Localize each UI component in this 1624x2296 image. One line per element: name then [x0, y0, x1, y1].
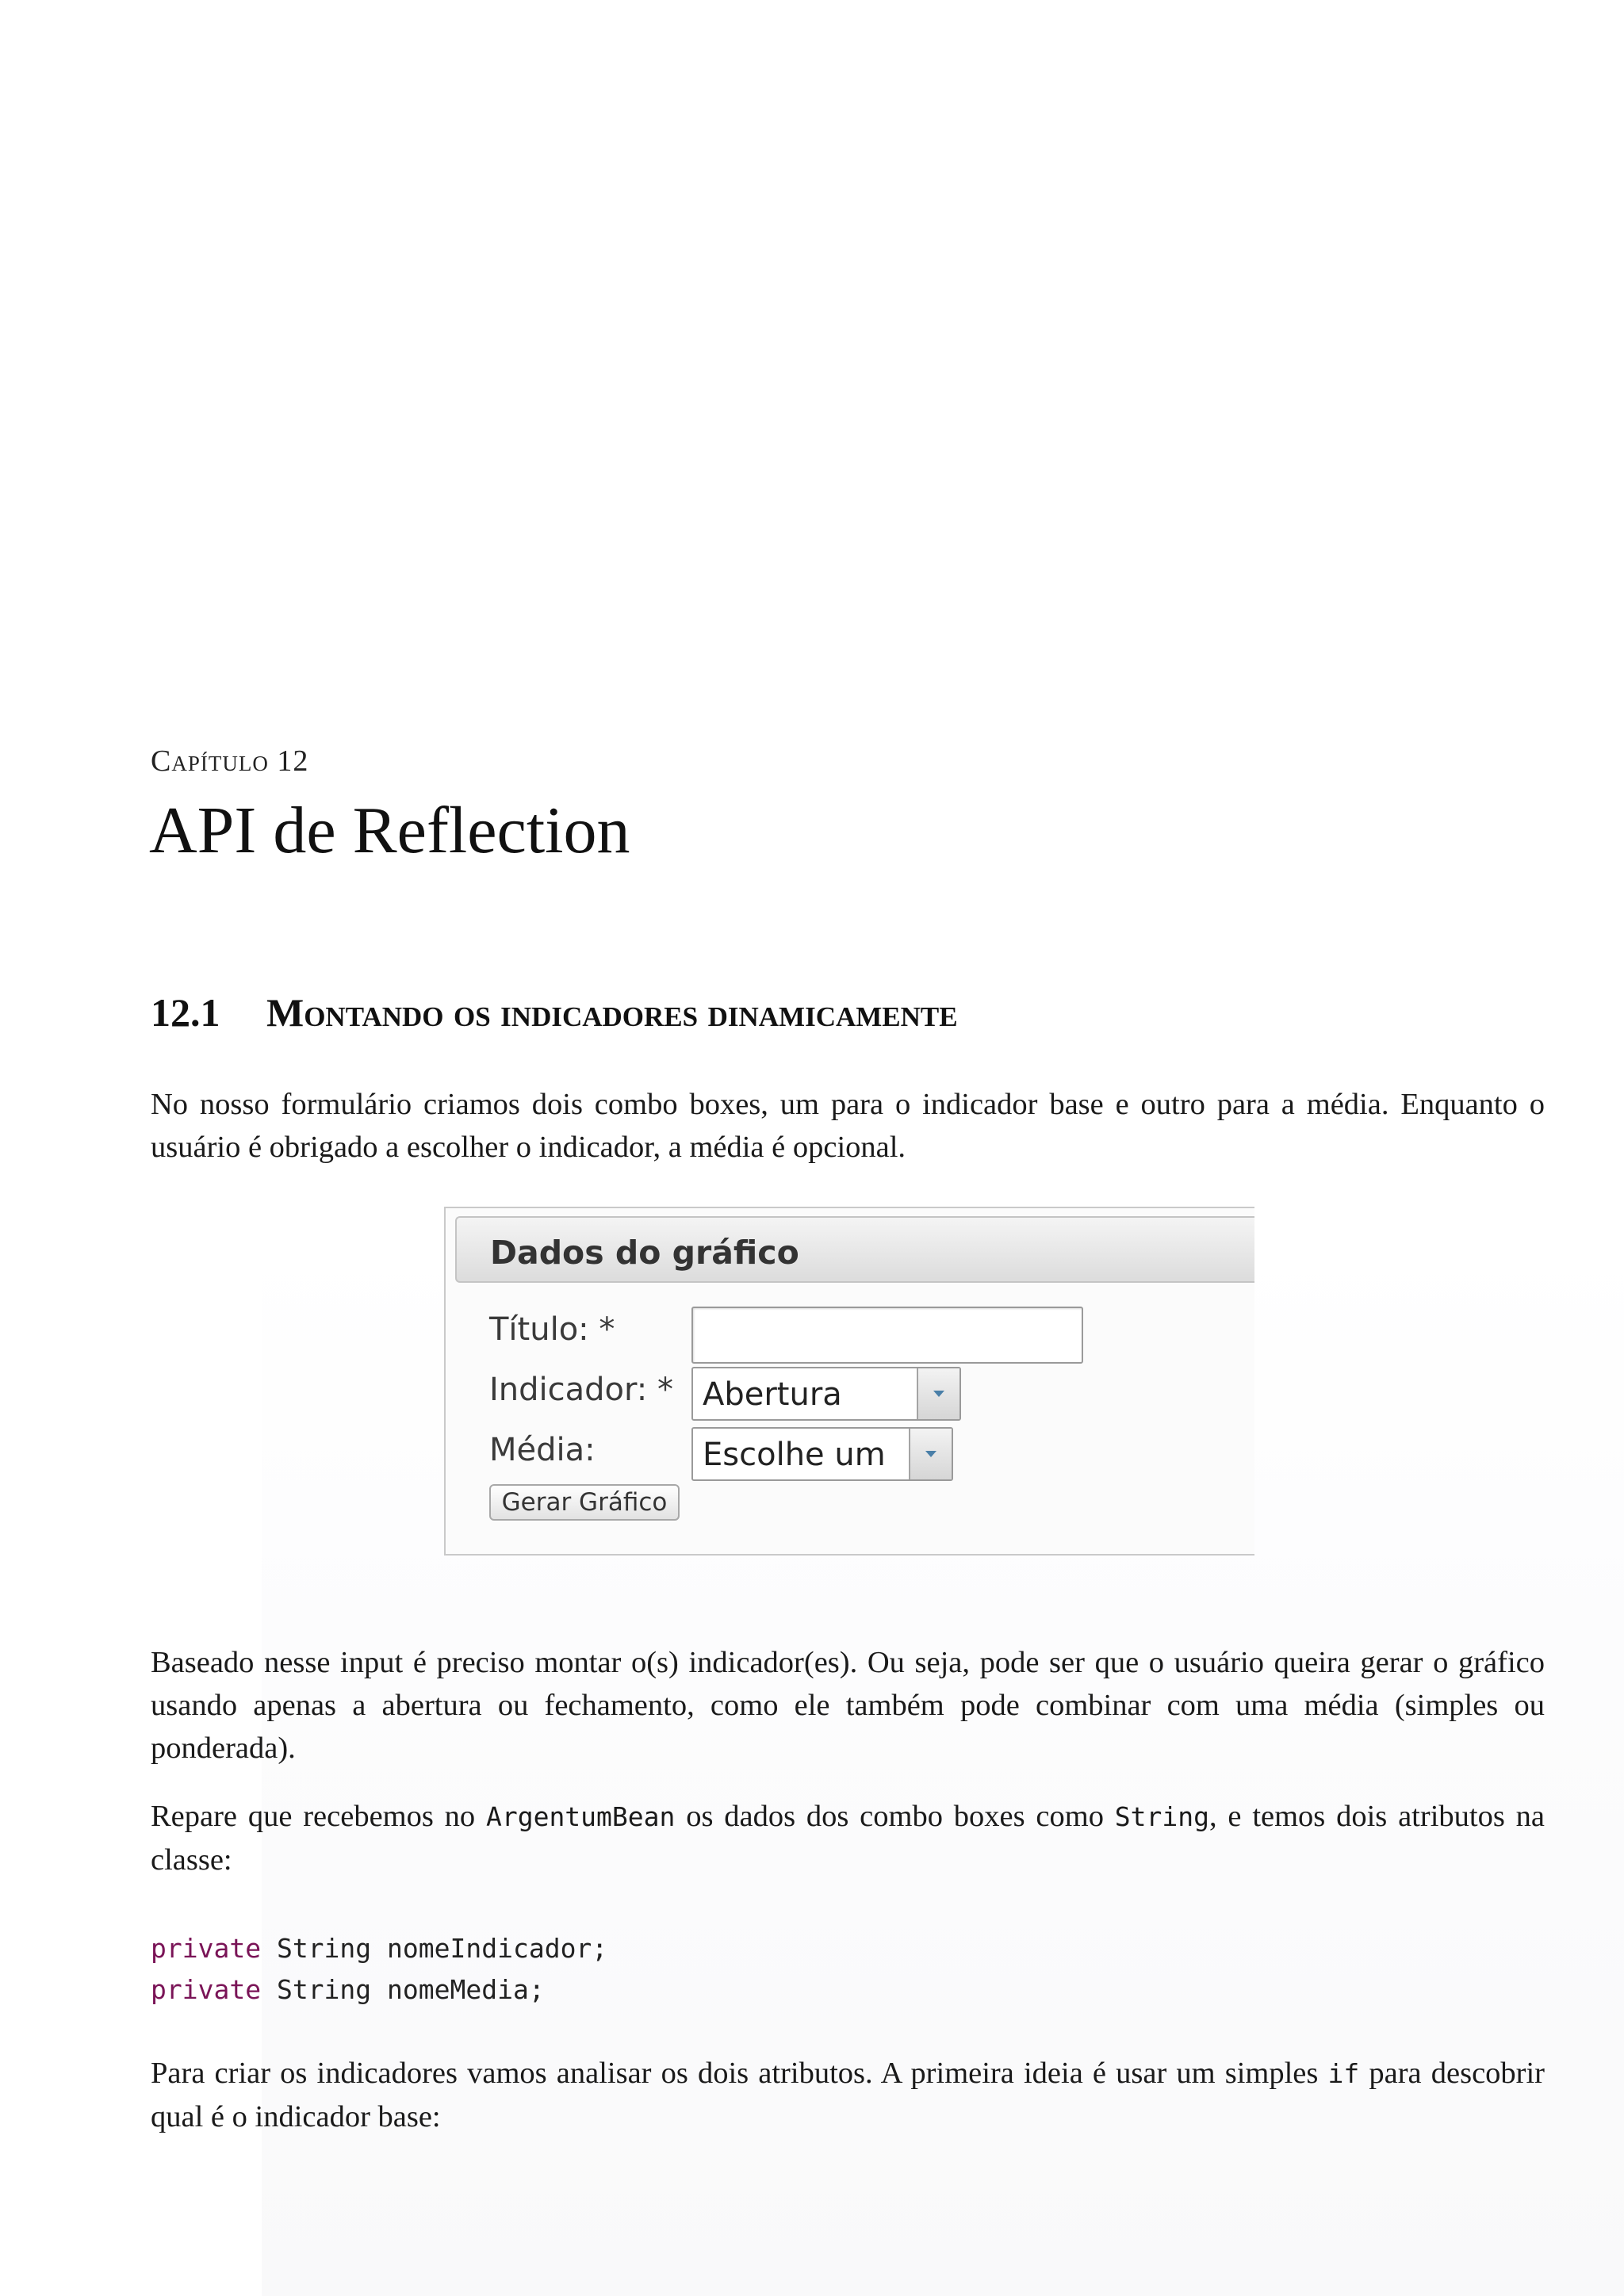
- form-header: [455, 1216, 1254, 1283]
- media-selected-value: Escolhe um: [703, 1437, 886, 1473]
- text-fragment: os dados dos combo boxes como: [675, 1800, 1115, 1833]
- chevron-down-icon[interactable]: [917, 1368, 959, 1419]
- media-label: Média:: [489, 1432, 596, 1468]
- text-fragment: Repare que recebemos no: [151, 1800, 486, 1833]
- paragraph-intro: No nosso formulário criamos dois combo boxes, um para o indicador base e outro para a média. Enquanto o usuário é obrigado a escolher o indicador, a média é opcional.: [151, 1088, 1545, 1164]
- text-fragment: Para criar os indicadores vamos analisar os dois atributos. A primeira ideia é usar um simples: [151, 2057, 1328, 2090]
- inline-code: String: [1114, 1801, 1209, 1832]
- titulo-input[interactable]: [691, 1307, 1083, 1364]
- code-text: String nomeMedia;: [261, 1974, 545, 2005]
- text-fragment: , e temos dois atributos na classe:: [151, 1800, 1545, 1877]
- form-header-title: Dados do gráfico: [490, 1234, 799, 1272]
- chevron-down-icon[interactable]: [909, 1429, 952, 1479]
- paragraph-argentum: [151, 1795, 1545, 1881]
- code-keyword: private: [151, 1974, 262, 2005]
- gerar-grafico-button[interactable]: Gerar Gráfico: [489, 1484, 680, 1521]
- code-block: [151, 1928, 607, 2011]
- section-heading: [151, 989, 958, 1035]
- chapter-kicker: Capítulo 12: [151, 744, 309, 778]
- text-fragment: para descobrir qual é o indicador base:: [151, 2057, 1545, 2133]
- section-number: 12.1: [151, 990, 220, 1035]
- indicador-label: Indicador: *: [489, 1372, 673, 1408]
- media-select[interactable]: [691, 1427, 953, 1481]
- code-text: String nomeIndicador;: [261, 1933, 608, 1964]
- inline-code: ArgentumBean: [485, 1801, 676, 1832]
- indicador-selected-value: Abertura: [703, 1376, 842, 1413]
- code-keyword: private: [151, 1933, 262, 1964]
- section-title: Montando os indicadores dinamicamente: [266, 990, 958, 1035]
- inline-code: if: [1327, 2058, 1360, 2089]
- paragraph-conclusion: [151, 2052, 1545, 2138]
- paragraph-input: Baseado nesse input é preciso montar o(s) indicador(es). Ou seja, pode ser que o usuário queira gerar o gráfico usando apenas a abertura ou fechamento, como ele também pode combinar com uma média (simples ou ponderada).: [151, 1646, 1545, 1765]
- titulo-label: Título: *: [489, 1311, 615, 1348]
- chapter-title: API de Reflection: [149, 794, 630, 867]
- form-screenshot: [444, 1207, 1254, 1556]
- indicador-select[interactable]: [691, 1367, 961, 1421]
